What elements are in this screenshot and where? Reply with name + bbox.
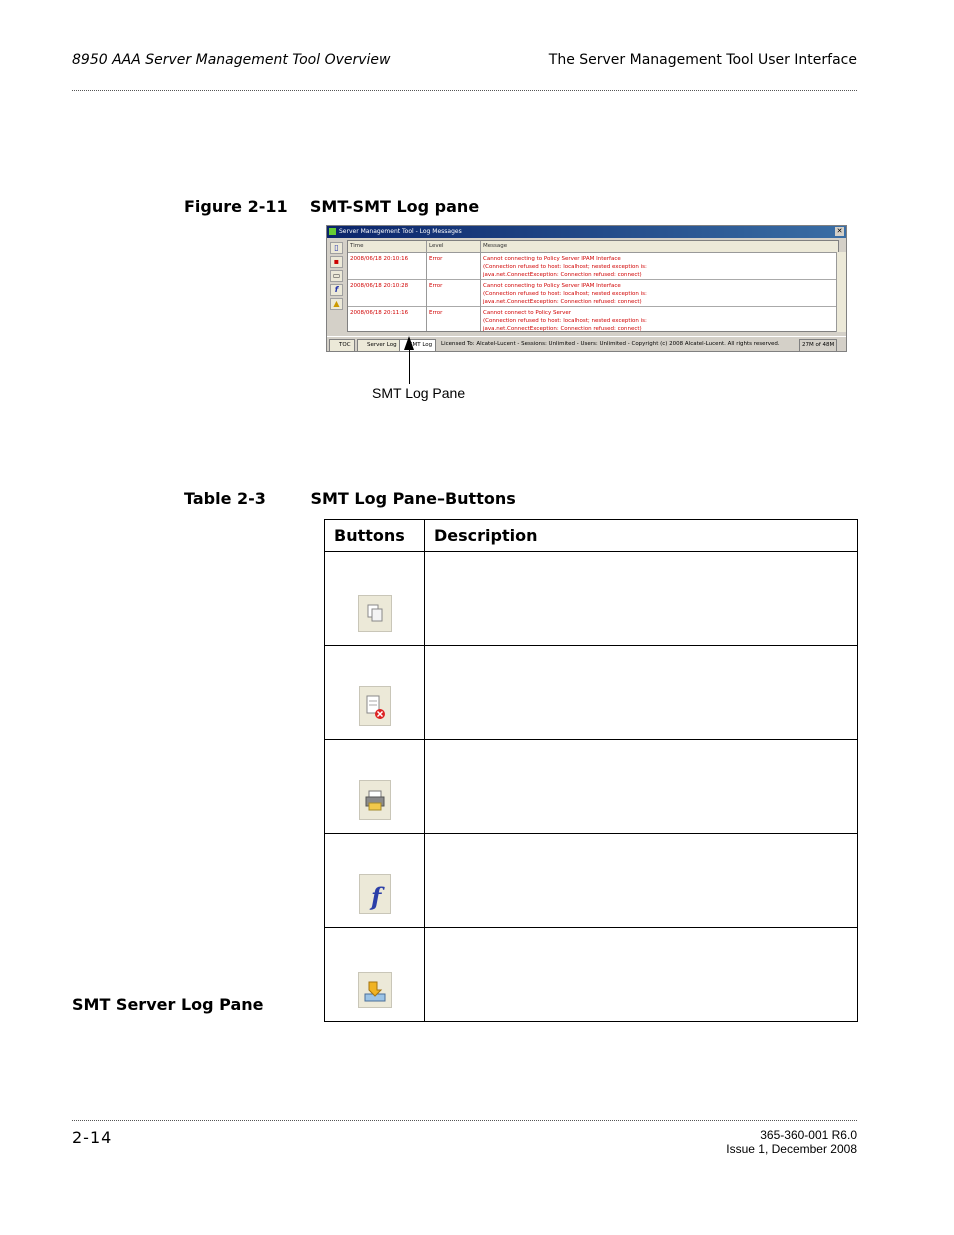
section-heading: SMT Server Log Pane bbox=[72, 995, 264, 1014]
callout-line bbox=[409, 340, 410, 384]
filter-icon[interactable]: f bbox=[330, 284, 343, 296]
app-logo-icon bbox=[329, 228, 336, 235]
log-toolbar bbox=[329, 240, 345, 338]
table-row bbox=[325, 646, 858, 740]
issue-date: Issue 1, December 2008 bbox=[726, 1142, 857, 1156]
running-header-left: 8950 AAA Server Management Tool Overview bbox=[72, 52, 391, 68]
close-icon[interactable]: ✕ bbox=[836, 227, 843, 235]
tab-server-log[interactable]: Server Log bbox=[357, 339, 401, 352]
tab-smt-log[interactable]: SMT Log bbox=[399, 339, 436, 352]
window-title-bar bbox=[327, 226, 846, 238]
log-level: Error bbox=[429, 283, 443, 289]
description-cell bbox=[425, 928, 858, 1022]
footer-doc-info bbox=[726, 1128, 857, 1156]
table-row[interactable] bbox=[348, 280, 838, 307]
log-time: 2008/06/18 20:11:16 bbox=[350, 310, 409, 316]
callout-label: SMT Log Pane bbox=[372, 385, 466, 401]
table-row[interactable] bbox=[348, 253, 838, 280]
clear-log-icon[interactable]: ▪ bbox=[330, 256, 343, 268]
clear-log-icon bbox=[359, 686, 391, 726]
description-cell bbox=[425, 740, 858, 834]
buttons-table bbox=[324, 519, 858, 1022]
export-icon[interactable]: ▲ bbox=[330, 298, 343, 310]
table-row bbox=[325, 834, 858, 928]
column-divider bbox=[426, 241, 427, 331]
description-cell bbox=[425, 834, 858, 928]
column-level[interactable]: Level bbox=[429, 243, 444, 249]
column-message[interactable]: Message bbox=[483, 243, 508, 249]
vertical-scrollbar[interactable] bbox=[836, 252, 847, 332]
log-time: 2008/06/18 20:10:16 bbox=[350, 256, 409, 262]
header-description: Description bbox=[425, 520, 858, 552]
tab-toc[interactable]: TOC bbox=[329, 339, 355, 352]
column-divider bbox=[480, 241, 481, 331]
log-message: Cannot connecting to Policy Server IPAM Interface (Connection refused to host: localhost; nested exception is: java.net.ConnectException: Connection refused: connect) bbox=[483, 283, 647, 305]
memory-indicator: 27M of 48M bbox=[799, 339, 837, 352]
window-title: Server Management Tool - Log Messages bbox=[339, 228, 462, 235]
table-row[interactable] bbox=[348, 307, 838, 333]
page-number: 2-14 bbox=[72, 1128, 113, 1147]
license-status: Licensed To: Alcatel-Lucent - Sessions: Unlimited - Users: Unlimited - Copyright (c) 2008 Alcatel-Lucent. All rights reserved. bbox=[441, 341, 780, 347]
table-row bbox=[325, 552, 858, 646]
smt-log-screenshot bbox=[326, 225, 847, 352]
log-message: Cannot connect to Policy Server (Connection refused to host: localhost; nested exception is: java.net.ConnectException: Connection refused: connect) bbox=[483, 310, 647, 332]
log-level: Error bbox=[429, 256, 443, 262]
log-time: 2008/06/18 20:10:28 bbox=[350, 283, 409, 289]
description-cell bbox=[425, 646, 858, 740]
print-icon[interactable]: ▭ bbox=[330, 270, 343, 282]
copy-icon bbox=[358, 595, 392, 632]
header-buttons: Buttons bbox=[325, 520, 425, 552]
table-row bbox=[325, 928, 858, 1022]
export-icon bbox=[358, 972, 392, 1008]
header-rule bbox=[72, 90, 857, 91]
table-header-row bbox=[325, 520, 858, 552]
filter-icon bbox=[359, 874, 391, 914]
svg-text:f: f bbox=[370, 882, 381, 911]
running-header-right: The Server Management Tool User Interface bbox=[548, 52, 857, 68]
doc-number: 365-360-001 R6.0 bbox=[760, 1128, 857, 1142]
description-cell bbox=[425, 552, 858, 646]
figure-caption: Figure 2-11 SMT-SMT Log pane bbox=[184, 197, 480, 216]
footer-rule bbox=[72, 1120, 857, 1121]
log-message: Cannot connecting to Policy Server IPAM Interface (Connection refused to host: localhost; nested exception is: java.net.ConnectException: Connection refused: connect) bbox=[483, 256, 647, 278]
log-level: Error bbox=[429, 310, 443, 316]
table-row bbox=[325, 740, 858, 834]
grid-header bbox=[348, 241, 838, 253]
log-grid bbox=[347, 240, 839, 332]
copy-icon[interactable]: ▯ bbox=[330, 242, 343, 254]
table-caption: Table 2-3 SMT Log Pane–Buttons bbox=[184, 489, 516, 508]
column-time[interactable]: Time bbox=[350, 243, 364, 249]
print-icon bbox=[359, 780, 391, 820]
